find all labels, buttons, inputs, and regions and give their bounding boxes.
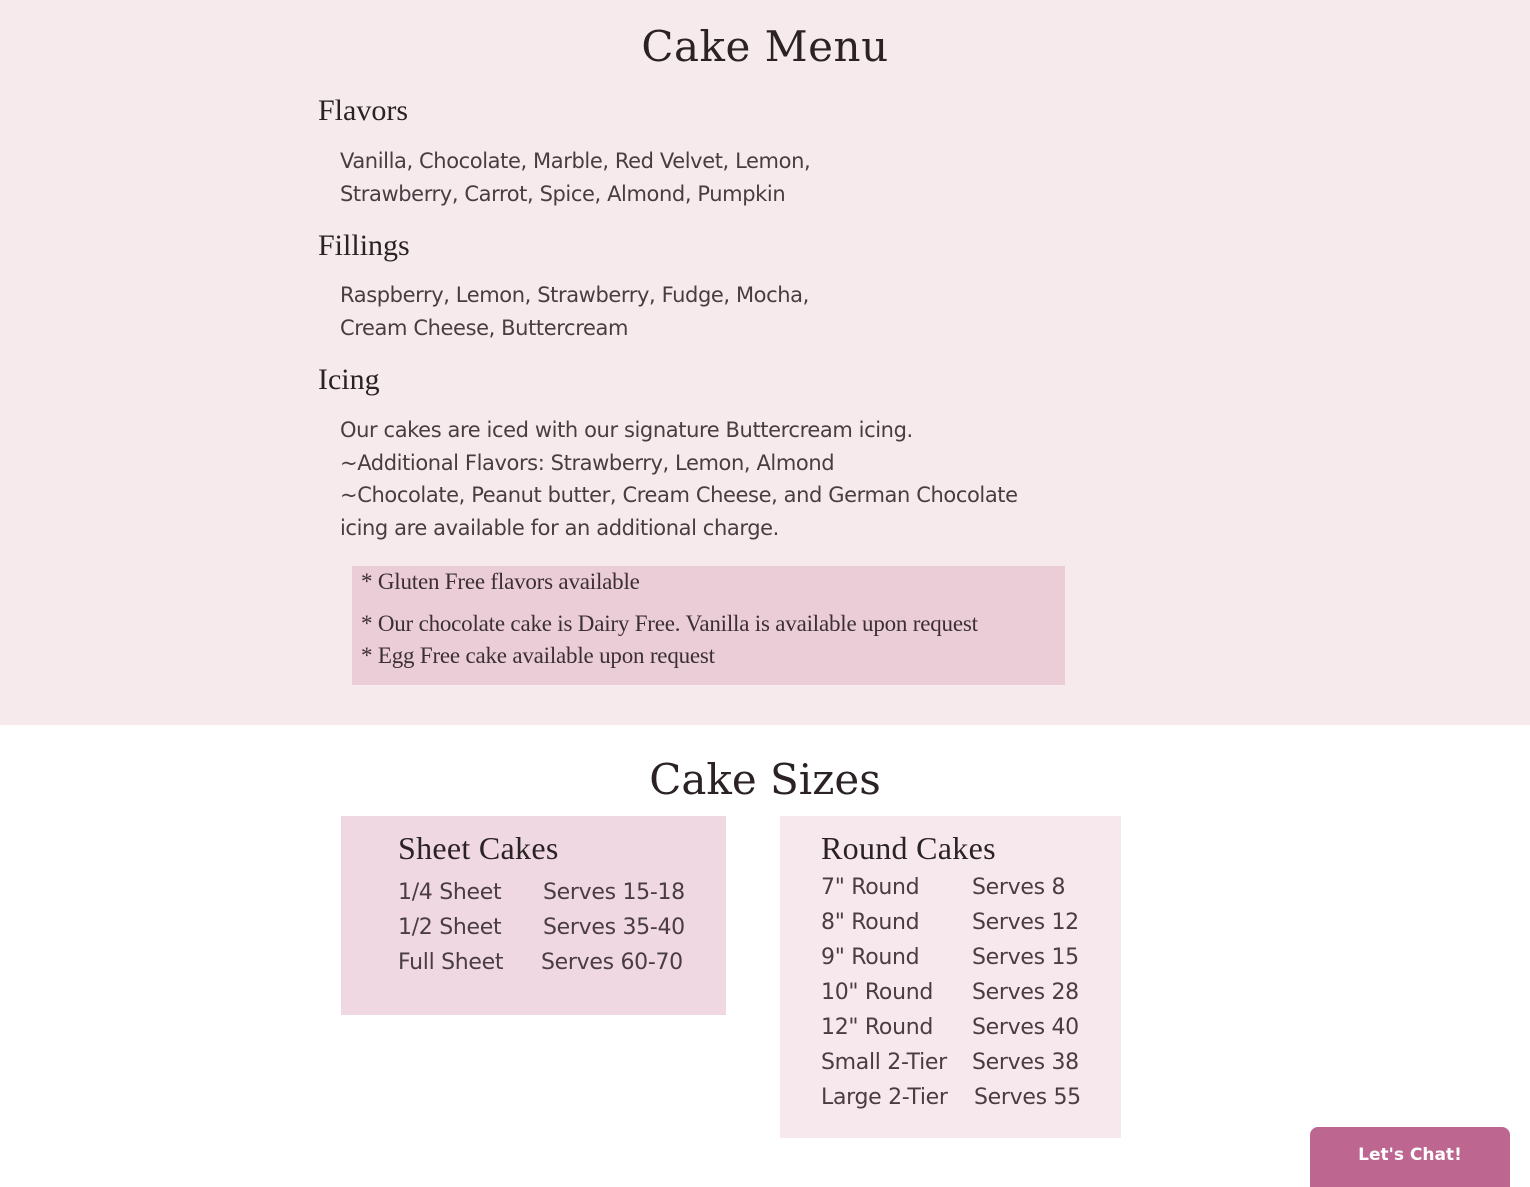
icing-line: Our cakes are iced with our signature Buttercream icing. (340, 418, 913, 442)
icing-line: icing are available for an additional charge. (340, 515, 779, 540)
size-serves: Serves 15 (972, 945, 1079, 970)
flavors-line: Strawberry, Carrot, Spice, Almond, Pumpkin (340, 181, 786, 206)
sizes-title: Cake Sizes (649, 755, 881, 804)
size-serves: Serves 55 (974, 1085, 1081, 1110)
size-name: 1/4 Sheet (398, 880, 502, 905)
menu-title: Cake Menu (641, 22, 889, 71)
flavors-heading: Flavors (318, 94, 408, 127)
egg-free-note: * Egg Free cake available upon request (361, 643, 715, 668)
size-name: Small 2-Tier (821, 1050, 947, 1075)
size-name: 12" Round (821, 1015, 934, 1040)
size-name: 10" Round (821, 980, 934, 1005)
size-name: 7" Round (821, 875, 920, 900)
icing-line: ~Additional Flavors: Strawberry, Lemon, Almond (340, 450, 835, 475)
size-serves: Serves 35-40 (543, 915, 685, 940)
size-name: 1/2 Sheet (398, 915, 502, 940)
size-serves: Serves 38 (972, 1050, 1079, 1075)
size-serves: Serves 12 (972, 910, 1079, 935)
size-name: Large 2-Tier (821, 1085, 948, 1110)
size-serves: Serves 28 (972, 980, 1079, 1005)
flavors-list (340, 145, 1060, 210)
dairy-free-note: * Our chocolate cake is Dairy Free. Vanilla is available upon request (361, 611, 978, 636)
sheet-cakes-title: Sheet Cakes (398, 830, 559, 866)
fillings-line: Cream Cheese, Buttercream (340, 315, 629, 340)
round-cakes-card (780, 816, 1121, 1138)
icing-description (340, 414, 1060, 544)
size-name: 8" Round (821, 910, 920, 935)
fillings-heading: Fillings (318, 229, 410, 262)
fillings-list (340, 279, 1060, 344)
size-serves: Serves 15-18 (543, 880, 685, 905)
size-serves: Serves 60-70 (541, 950, 683, 975)
size-name: 9" Round (821, 945, 920, 970)
sheet-cakes-card (341, 816, 726, 1015)
size-serves: Serves 40 (972, 1015, 1079, 1040)
fillings-line: Raspberry, Lemon, Strawberry, Fudge, Mocha, (340, 283, 809, 307)
size-name: Full Sheet (398, 950, 504, 975)
gluten-free-note: * Gluten Free flavors available (361, 569, 640, 594)
icing-line: ~Chocolate, Peanut butter, Cream Cheese, and German Chocolate (340, 483, 1018, 507)
dietary-notes-box (352, 566, 1065, 685)
size-serves: Serves 8 (972, 875, 1066, 900)
round-cakes-title: Round Cakes (821, 830, 996, 866)
flavors-line: Vanilla, Chocolate, Marble, Red Velvet, Lemon, (340, 149, 811, 173)
icing-heading: Icing (318, 363, 380, 396)
lets-chat-button[interactable]: Let's Chat! (1310, 1127, 1510, 1187)
